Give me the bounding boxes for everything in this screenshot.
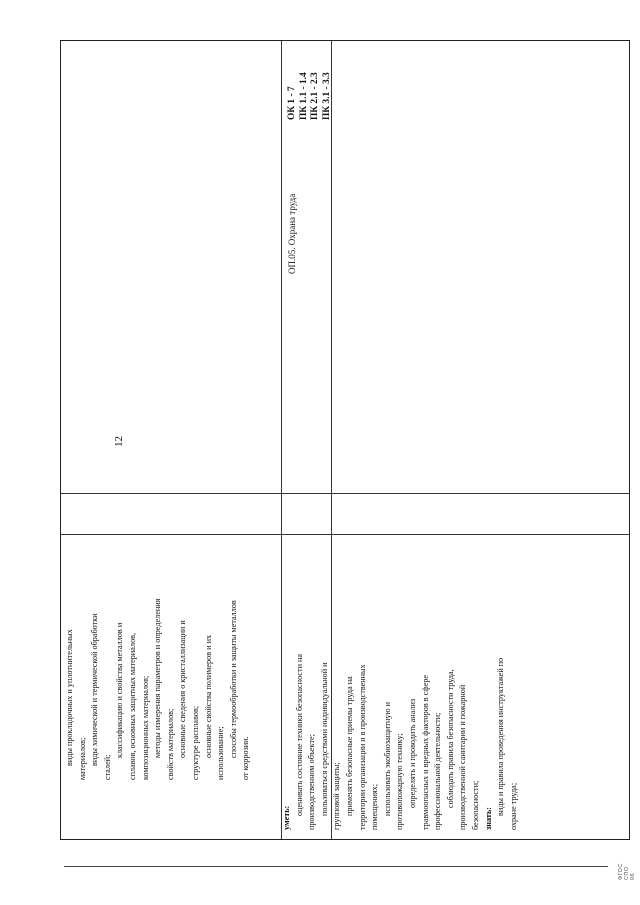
text-line: классификацию и свойства металлов и [115,622,125,758]
text-line: композиционных материалов; [140,675,150,780]
competency-code: ОК 1 - 7 [287,86,297,120]
text-line: безопасности; [470,780,480,830]
competency-code: ПК 2.1 - 2.3 [310,72,321,120]
text-line: сплавов, основных защитных материалов, [127,632,137,780]
text-line: производственной санитарии и пожарной [458,684,468,830]
safety-skills-block [281,590,520,830]
competency-codes [287,72,333,120]
text-line: пользоваться средствами индивидуальной и [319,662,329,816]
text-line: основные сведения о кристаллизации и [178,620,188,758]
text-line: виды и правила проведения инструктажей по [496,657,506,816]
competency-code: ПК 1.1 - 1.4 [298,72,309,120]
page-number: 12 [113,436,125,447]
text-line: травмоопасных и вредных факторов в сфере [420,674,430,830]
text-line: основные свойства полимеров и их [203,634,213,758]
text-line: сталей; [102,754,112,780]
knowledge-heading: знать: [483,807,493,830]
text-line: виды прокладочных и уплотнительных [65,629,74,766]
text-line: способы термообработки и защиты металлов [228,600,238,758]
text-line: виды химической и термической обработки [90,613,100,766]
text-line: противопожарную технику; [395,733,405,830]
materials-knowledge-block [64,540,253,780]
text-line: охране труда; [508,782,518,830]
text-line: применять безопасные приемы труда на [344,676,354,816]
footer-rule [64,866,608,867]
text-line: помещениях; [370,784,380,830]
text-line: использование; [216,726,226,780]
text-line: использовать экобиозащитную и [382,702,392,816]
text-line: определять и проводить анализ [407,698,417,808]
row-divider [61,493,629,494]
footer-code: ФГОС СПО 06 [618,863,636,880]
skills-heading: уметь: [282,805,291,830]
discipline-name: ОП.05. Охрана труда [287,193,297,274]
row-divider [61,534,629,535]
text-line: методы измерения параметров и определения [153,598,163,758]
text-line: производственном объекте; [307,734,317,830]
text-line: материалов; [77,737,87,780]
text-line: от коррозии. [241,736,251,780]
text-line: свойств материалов; [165,708,175,780]
text-line: структуре расплавов; [190,705,200,780]
competency-code: ПК 3.1 - 3.3 [321,72,332,120]
text-line: оценивать состояние техники безопасности на [294,653,304,816]
text-line: соблюдать правила безопасности труда, [445,669,455,808]
text-line: групповой защиты; [332,762,342,830]
text-line: профессиональной деятельности; [433,712,443,830]
text-line: территории организации и в производственных [357,664,367,830]
